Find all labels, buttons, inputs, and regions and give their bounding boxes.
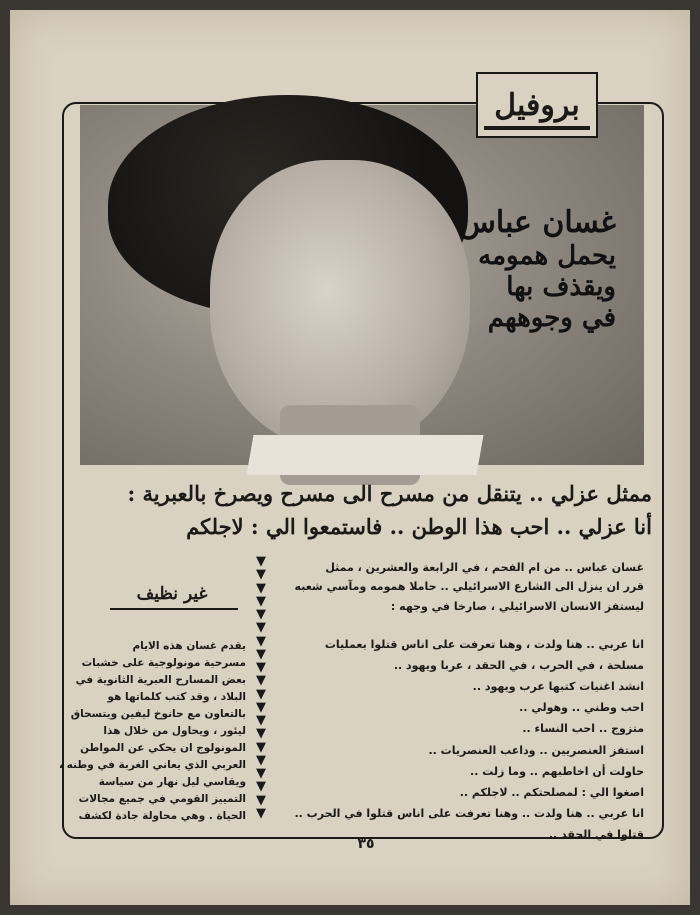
arrow-down-icon: ▼	[256, 607, 266, 622]
arrow-down-icon: ▼	[256, 726, 266, 742]
headline-line-1: ممثل عزلي .. يتنقل من مسرح الى مسرح ويصرخ بالعبرية :	[127, 481, 652, 506]
arrow-down-icon: ▼	[256, 633, 266, 649]
arrow-down-icon: ▼	[256, 620, 266, 636]
arrow-down-icon: ▼	[256, 739, 266, 755]
arrow-down-icon: ▼	[256, 713, 266, 728]
arrow-down-icon: ▼	[256, 567, 266, 583]
poem-line: احب وطني .. وهولي ..	[519, 701, 644, 715]
magazine-page	[10, 10, 690, 905]
arrow-down-icon: ▼	[256, 673, 266, 689]
left-line: ويقاسي ليل نهار من سياسة	[98, 776, 246, 788]
poem-line: مسلحة ، في الحرب ، في الحقد ، عربا ويهود ..	[393, 659, 644, 673]
poem-line: اصغوا الي : لمصلحتكم .. لاجلكم ..	[459, 785, 644, 799]
intro-line: ليستفز الانسان الاسرائيلي ، صارخا في وجهه :	[390, 599, 644, 613]
left-column-text	[59, 638, 246, 825]
left-line: ليئور ، ويحاول من خلال هذا	[103, 725, 246, 737]
title-line-1: يحمل همومه	[478, 241, 616, 271]
left-line: بالتعاون مع حانوخ ليفين ويتسحاق	[70, 708, 246, 720]
poem-line: متزوج .. احب النساء ..	[522, 722, 644, 736]
article-title	[426, 205, 616, 335]
arrow-down-icon: ▼	[256, 554, 266, 569]
arrow-down-icon: ▼	[256, 686, 266, 702]
arrow-down-icon: ▼	[256, 779, 266, 795]
arrow-down-icon: ▼	[256, 580, 266, 596]
poem-text	[274, 634, 644, 845]
portrait-photo	[80, 105, 644, 465]
poem-line: حاولت أن اخاطبهم .. وما زلت ..	[470, 764, 644, 778]
arrow-down-icon: ▼	[256, 752, 266, 768]
arrow-divider	[253, 555, 269, 820]
poem-line: انشد اغنيات كتبها عرب ويهود ..	[472, 680, 644, 694]
arrow-down-icon: ▼	[256, 792, 266, 808]
left-line: يقدم غسان هذه الايام	[132, 640, 246, 652]
author-byline: غير نظيف	[136, 584, 208, 604]
title-line-3: في وجوههم	[487, 303, 616, 334]
intro-text	[274, 558, 644, 616]
arrow-down-icon: ▼	[256, 593, 266, 609]
left-line: مسرحية مونولوجية على خشبات	[81, 657, 246, 669]
intro-line: غسان عباس .. من ام الفحم ، في الرابعة والعشرين ، ممثل	[325, 561, 644, 574]
left-line: الحياة . وهي محاولة جادة لكشف	[78, 810, 246, 822]
arrow-down-icon: ▼	[256, 660, 266, 675]
poem-line: انا عربي .. هنا ولدت .. وهنا تعرفت على اناس قتلوا في الحرب ..	[294, 806, 644, 820]
intro-line: قرر ان ينزل الى الشارع الاسرائيلي .. حاملا همومه ومآسي شعبه	[294, 580, 644, 594]
arrow-down-icon: ▼	[256, 699, 266, 715]
title-line-2: ويقذف بها	[506, 272, 616, 303]
left-line: العربي الذي يعاني الغربة في وطنه ،	[59, 759, 246, 771]
left-line: التمييز القومي في جميع مجالات	[78, 793, 246, 805]
section-logo	[476, 72, 598, 138]
page-number: ٣٥	[357, 836, 375, 852]
left-line: بعض المسارح العبرية الثانوية في	[75, 674, 246, 686]
poem-line: قتلوا في الحقد ..	[548, 827, 644, 841]
title-name: غسان عباس	[459, 205, 616, 240]
byline-rule	[110, 608, 238, 610]
headline-line-2: أنا عزلي .. احب هذا الوطن .. فاستمعوا الي : لاجلكم	[186, 513, 652, 539]
section-logo-text: بروفيل	[494, 87, 580, 123]
left-line: البلاد ، وقد كتب كلماتها هو	[107, 691, 246, 703]
arrow-down-icon: ▼	[256, 805, 266, 821]
poem-line: استفز العنصريين .. وداعب العنصريات ..	[428, 743, 644, 757]
arrow-down-icon: ▼	[256, 646, 266, 662]
poem-line: انا عربي .. هنا ولدت ، وهنا تعرفت على اناس قتلوا بعمليات	[324, 638, 644, 651]
portrait-collar	[246, 435, 483, 475]
headline	[80, 478, 652, 543]
arrow-down-icon: ▼	[256, 766, 266, 781]
logo-underline	[484, 126, 590, 130]
left-line: المونولوج ان يحكي عن المواطن	[80, 742, 246, 754]
